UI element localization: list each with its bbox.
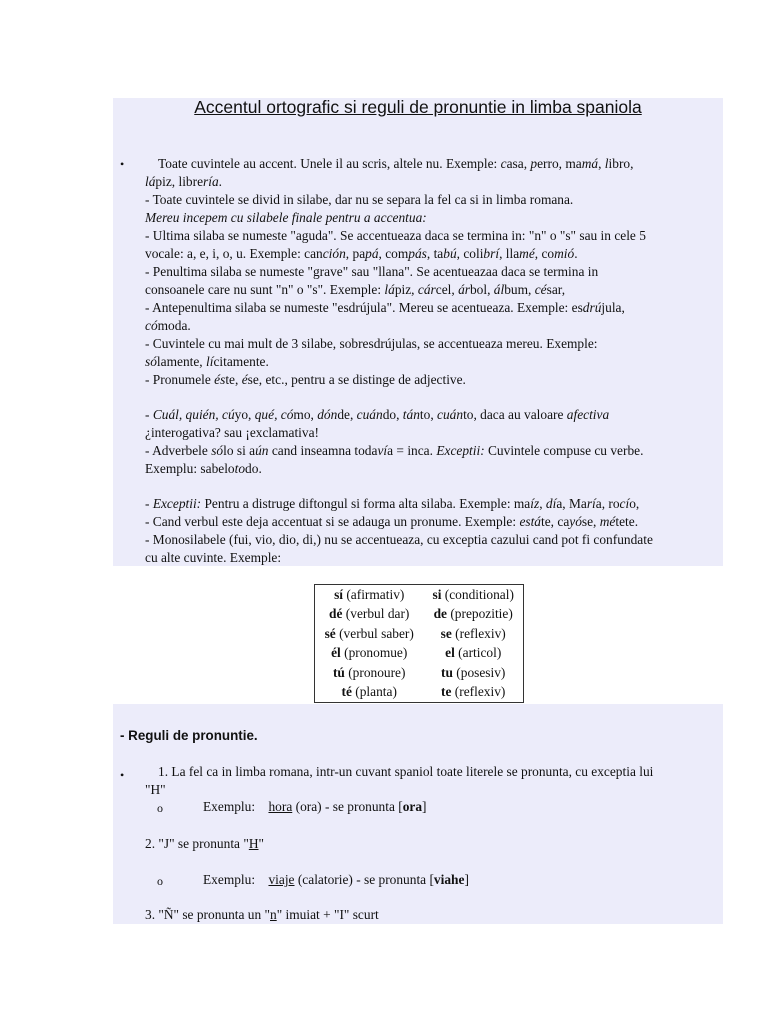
rule-line: - Cand verbul este deja accentuat si se adauga un pronume. Exemple: estáte, cayóse, métete. bbox=[145, 514, 639, 529]
table-row bbox=[315, 663, 524, 683]
rule-line: - Pronumele éste, ése, etc., pentru a se distinge de adjective. bbox=[145, 372, 466, 387]
rule-line: 2. "J" se pronunta "H" bbox=[145, 836, 264, 851]
rule-line: - Cuál, quién, cúyo, qué, cómo, dónde, cuándo, tánto, cuánto, daca au valoare afectiva bbox=[145, 407, 610, 422]
table-row bbox=[315, 624, 524, 644]
table-row bbox=[315, 585, 524, 605]
table-cell: sí (afirmativ) bbox=[334, 586, 405, 602]
example-line: Exemplu: viaje (calatorie) - se pronunta [viahe] bbox=[203, 872, 469, 887]
rule-line: "H" bbox=[145, 782, 166, 797]
table-row bbox=[315, 644, 524, 664]
sub-bullet-icon: o bbox=[157, 801, 163, 815]
table-cell: te (reflexiv) bbox=[441, 684, 506, 700]
rule-line: - Antepenultima silaba se numeste "esdrújula". Mereu se acentueaza. Exemple: esdrújula, bbox=[145, 300, 625, 315]
table-cell: se (reflexiv) bbox=[440, 625, 506, 641]
rule-line: - Monosilabele (fui, vio, dio, di,) nu se accentueaza, cu exceptia cazului cand pot fi confundate bbox=[145, 532, 653, 547]
table-cell: sé (verbul saber) bbox=[324, 625, 414, 641]
rule-line: - Adverbele sólo si aún cand inseamna todavía = inca. Exceptii: Cuvintele compuse cu verbe. bbox=[145, 443, 644, 458]
rule-line: - Exceptii: Pentru a distruge diftongul si forma alta silaba. Exemple: maíz, día, María, rocío, bbox=[145, 496, 640, 511]
section-heading: - Reguli de pronuntie. bbox=[120, 728, 258, 743]
table-cell: tu (posesiv) bbox=[441, 664, 506, 680]
table-cell: té (planta) bbox=[341, 684, 397, 700]
sub-bullet-icon: o bbox=[157, 874, 163, 888]
rule-line: - Ultima silaba se numeste "aguda". Se accentueaza daca se termina in: "n" o "s" sau in cele 5 bbox=[145, 228, 646, 243]
rule-line: cu alte cuvinte. Exemple: bbox=[145, 550, 282, 565]
bullet-icon: • bbox=[120, 157, 125, 171]
rule-line: - Cuvintele cu mai mult de 3 silabe, sobresdrújulas, se accentueaza mereu. Exemple: bbox=[145, 336, 598, 351]
rule-line: - Toate cuvintele se divid in silabe, dar nu se separa la fel ca si in limba romana. bbox=[145, 192, 574, 207]
rule-line: consoanele care nu sunt "n" o "s". Exemple: lápiz, cárcel, árbol, álbum, césar, bbox=[145, 282, 566, 297]
table-cell: de (prepozitie) bbox=[433, 606, 513, 622]
rule-line: - Penultima silaba se numeste "grave" sau "llana". Se acentueazaa daca se termina in bbox=[145, 264, 599, 279]
table-cell: el (articol) bbox=[445, 645, 502, 661]
rule-line: 1. La fel ca in limba romana, intr-un cuvant spaniol toate literele se pronunta, cu exceptia lui bbox=[158, 764, 654, 779]
rule-line: cómoda. bbox=[145, 318, 191, 333]
table-cell: él (pronomue) bbox=[331, 645, 408, 661]
rule-line: lápiz, librería. bbox=[145, 174, 223, 189]
rule-line: Mereu incepem cu silabele finale pentru a accentua: bbox=[145, 210, 427, 225]
rule-line: ¿interogativa? sau ¡exclamativa! bbox=[145, 425, 319, 440]
bullet-icon: • bbox=[120, 768, 125, 782]
page-title: Accentul ortografic si reguli de pronuntie in limba spaniola bbox=[194, 97, 642, 117]
table-row bbox=[315, 605, 524, 625]
example-line: Exemplu: hora (ora) - se pronunta [ora] bbox=[203, 799, 427, 814]
rule-line: Toate cuvintele au accent. Unele il au scris, altele nu. Exemple: casa, perro, mamá, libro, bbox=[158, 156, 634, 171]
rule-line: Exemplu: sabelotodo. bbox=[145, 461, 262, 476]
table-cell: si (conditional) bbox=[432, 586, 514, 602]
monosyllable-table bbox=[314, 584, 524, 703]
table-row bbox=[315, 683, 524, 703]
table-cell: tú (pronoure) bbox=[332, 664, 406, 680]
rule-line: sólamente, lícitamente. bbox=[145, 354, 269, 369]
rule-line: 3. "Ñ" se pronunta un "n" imuiat + "I" scurt bbox=[145, 907, 379, 922]
table-cell: dé (verbul dar) bbox=[329, 606, 410, 622]
rule-line: vocale: a, e, i, o, u. Exemple: canción, papá, compás, tabú, colibrí, llamé, comió. bbox=[145, 246, 578, 261]
